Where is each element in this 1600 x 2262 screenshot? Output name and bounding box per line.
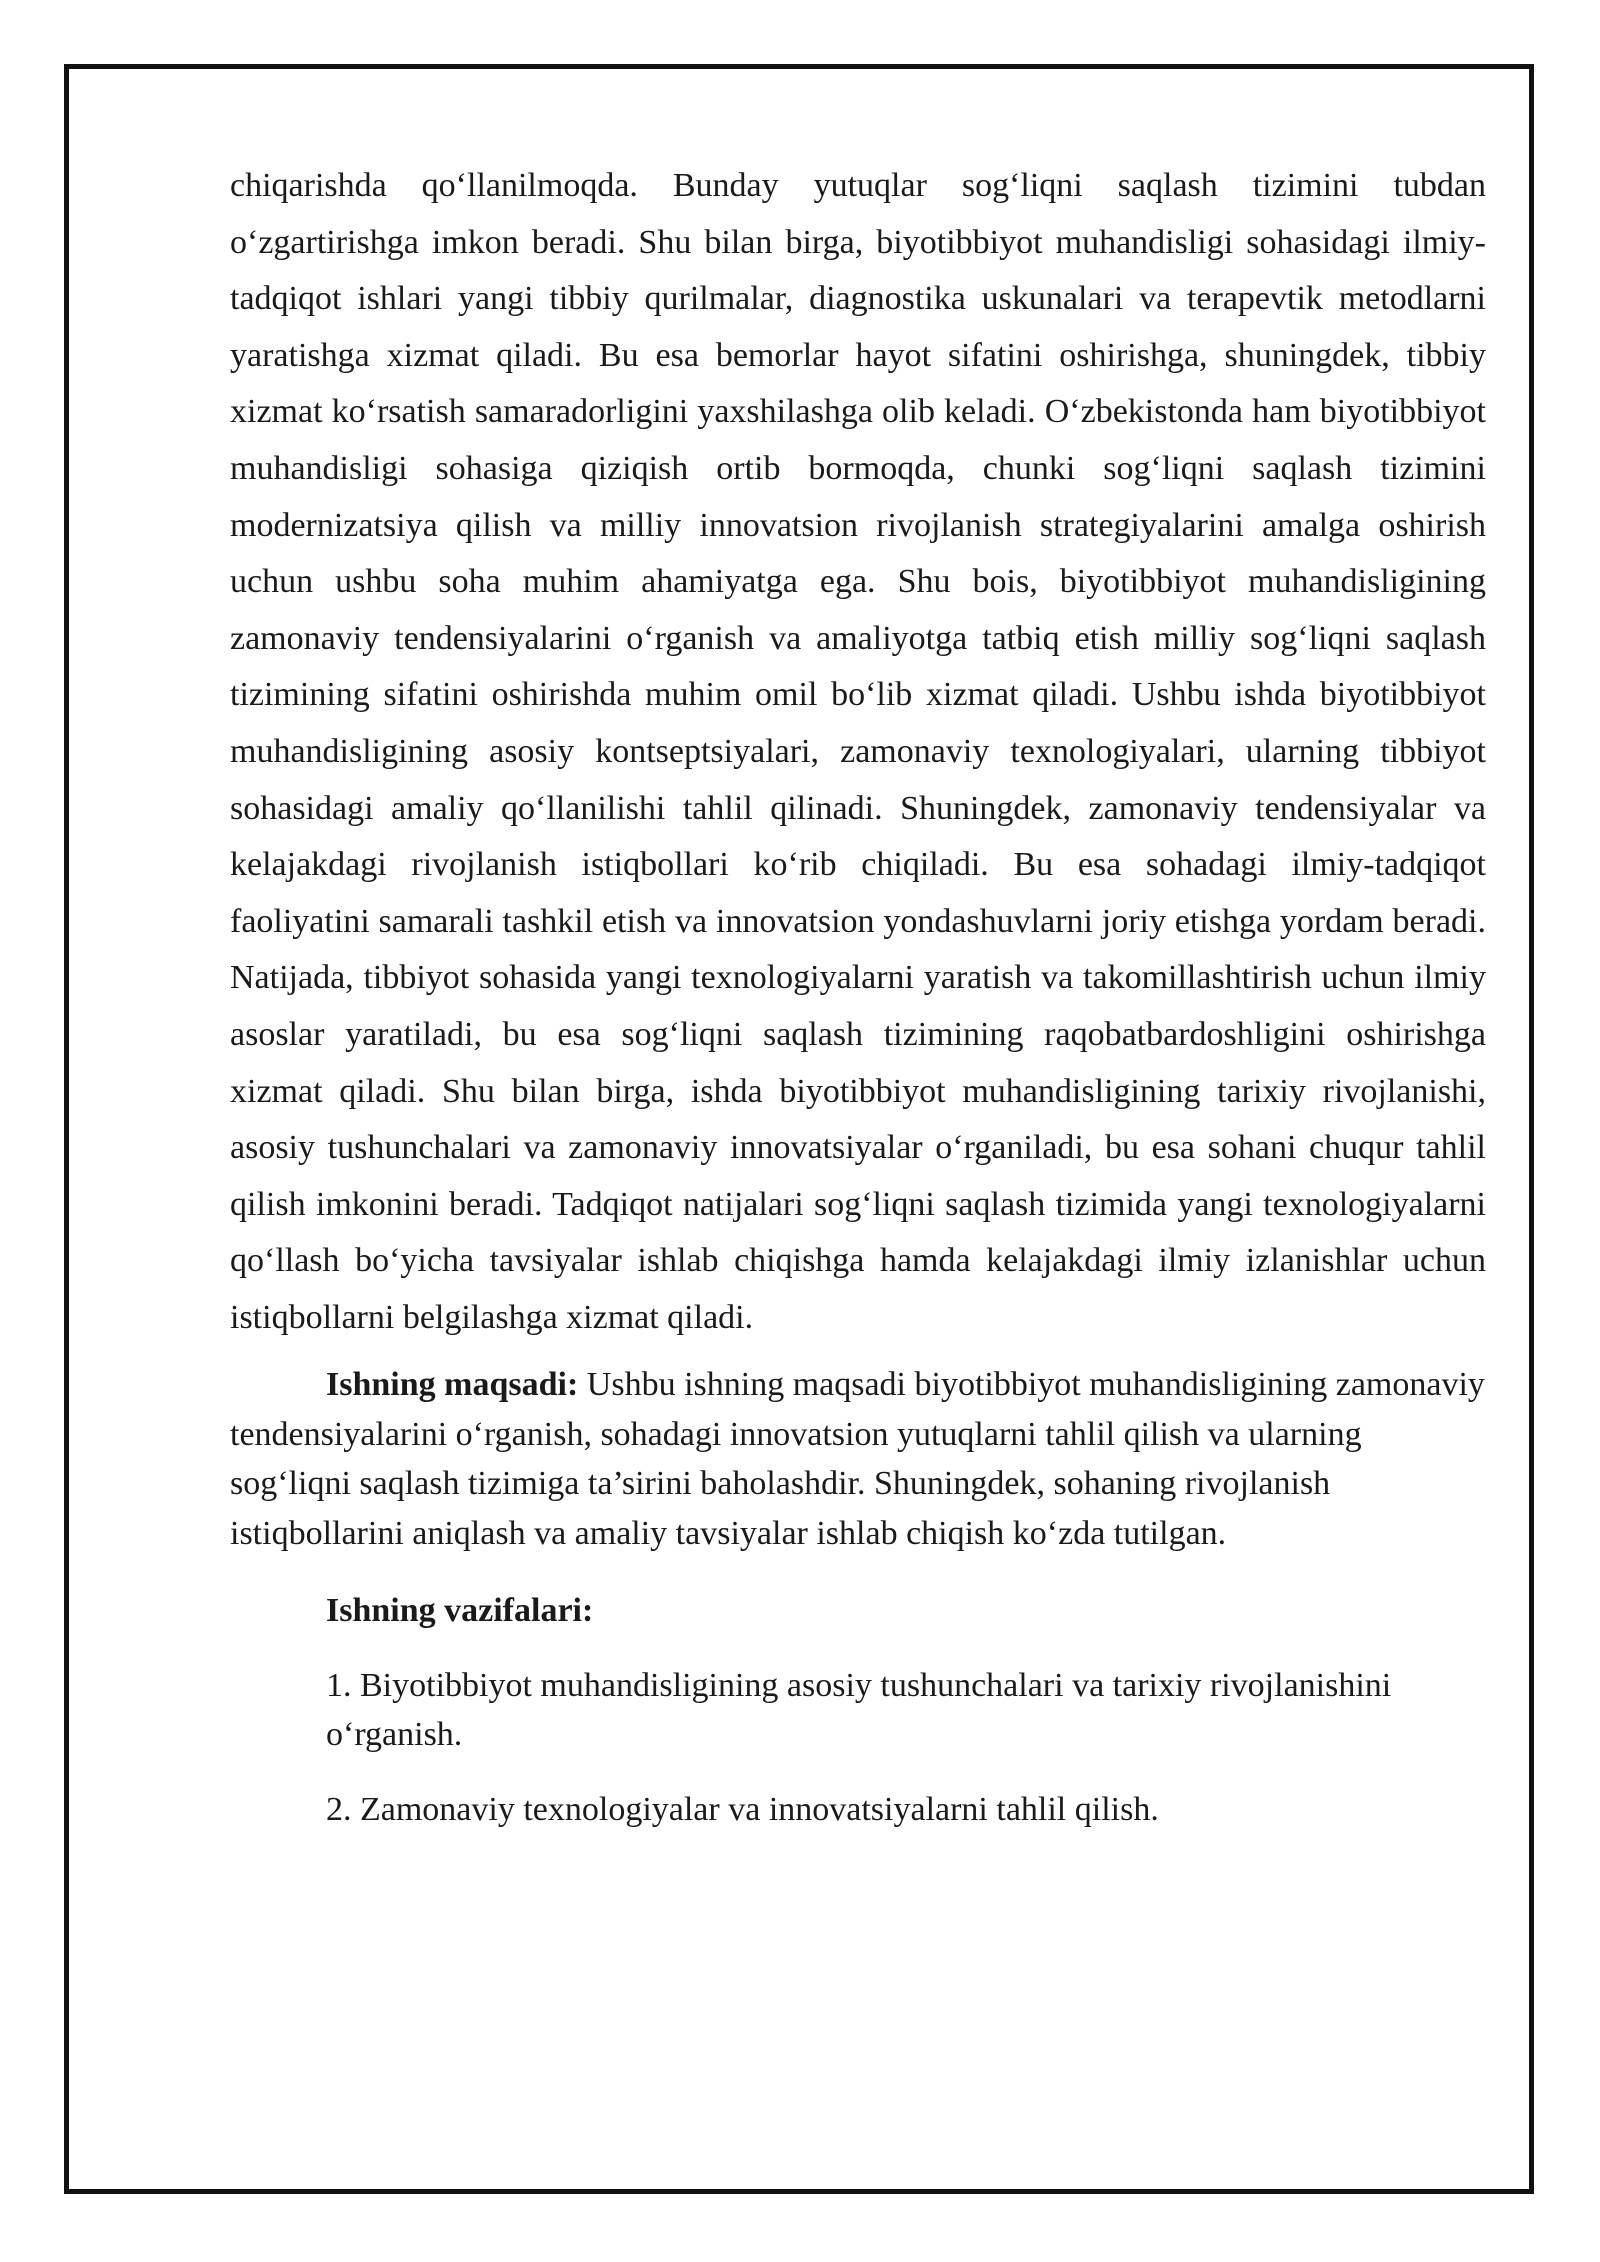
task-item-2: 2. Zamonaviy texnologiyalar va innovatsiyalarni tahlil qilish. bbox=[326, 1790, 1159, 1828]
aim-text: Ushbu ishning maqsadi biyotibbiyot muhandisligining zamonaviy tendensiyalarini o‘rganish, sohadagi innovatsion yutuqlarni tahlil qilish va ularning sog‘liqni saqlash tizimiga ta’sirini baholashdir. Shuningdek, sohaning rivojlanish istiqbollarini aniqlash va amaliy tavsiyalar ishlab chiqish ko‘zda tutilgan. bbox=[230, 1366, 1485, 1552]
task-item-1: 1. Biyotibbiyot muhandisligining asosiy tushunchalari va tarixiy rivojlanishini o‘rganish. bbox=[326, 1666, 1392, 1754]
aim-label: Ishning maqsadi: bbox=[326, 1366, 579, 1404]
aim-paragraph bbox=[230, 1360, 1486, 1558]
intro-paragraph: chiqarishda qo‘llanilmoqda. Bunday yutuqlar sog‘liqni saqlash tizimini tubdan o‘zgartirishga imkon beradi. Shu bilan birga, biyotibbiyot muhandisligi sohasidagi ilmiy-tadqiqot ishlari yangi tibbiy qurilmalar, diagnostika uskunalari va terapevtik metodlarni yaratishga xizmat qiladi. Bu esa bemorlar hayot sifatini oshirishga, shuningdek, tibbiy xizmat ko‘rsatish samaradorligini yaxshilashga olib keladi. O‘zbekistonda ham biyotibbiyot muhandisligi sohasiga qiziqish ortib bormoqda, chunki sog‘liqni saqlash tizimini modernizatsiya qilish va milliy innovatsion rivojlanish strategiyalarini amalga oshirish uchun ushbu soha muhim ahamiyatga ega. Shu bois, biyotibbiyot muhandisligining zamonaviy tendensiyalarini o‘rganish va amaliyotga tatbiq etish milliy sog‘liqni saqlash tizimining sifatini oshirishda muhim omil bo‘lib xizmat qiladi. Ushbu ishda biyotibbiyot muhandisligining asosiy kontseptsiyalari, zamonaviy texnologiyalari, ularning tibbiyot sohasidagi amaliy qo‘llanilishi tahlil qilinadi. Shuningdek, zamonaviy tendensiyalar va kelajakdagi rivojlanish istiqbollari ko‘rib chiqiladi. Bu esa sohadagi ilmiy-tadqiqot faoliyatini samarali tashkil etish va innovatsion yondashuvlarni joriy etishga yordam beradi. Natijada, tibbiyot sohasida yangi texnologiyalarni yaratish va takomillashtirish uchun ilmiy asoslar yaratiladi, bu esa sog‘liqni saqlash tizimining raqobatbardoshligini oshirishga xizmat qiladi. Shu bilan birga, ishda biyotibbiyot muhandisligining tarixiy rivojlanishi, asosiy tushunchalari va zamonaviy innovatsiyalar o‘rganiladi, bu esa sohani chuqur tahlil qilish imkonini beradi. Tadqiqot natijalari sog‘liqni saqlash tizimida yangi texnologiyalarni qo‘llash bo‘yicha tavsiyalar ishlab chiqishga hamda kelajakdagi ilmiy izlanishlar uchun istiqbollarni belgilashga xizmat qiladi. bbox=[230, 167, 1486, 1336]
document-body bbox=[230, 158, 1486, 1834]
tasks-heading: Ishning vazifalari: bbox=[326, 1592, 594, 1630]
